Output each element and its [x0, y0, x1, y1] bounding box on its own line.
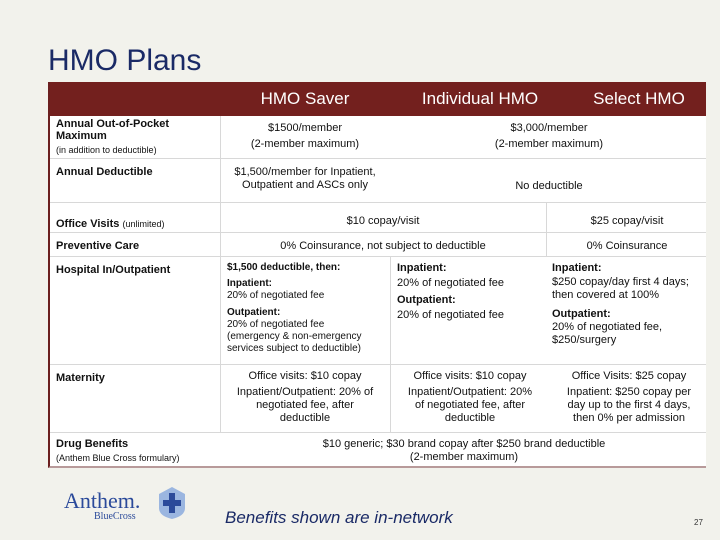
oop-individual-select: $3,000/member (2-member maximum) [494, 122, 604, 150]
maternity-select: Office Visits: $25 copay Inpatient: $250 copay per day up to the first 4 days, then 0% per admission [566, 370, 692, 424]
office-select: $25 copay/visit [590, 215, 664, 227]
preventive-select: 0% Coinsurance [586, 240, 668, 252]
row-label-maternity: Maternity [56, 372, 105, 384]
hospital-individual: Inpatient: 20% of negotiated fee Outpatient: 20% of negotiated fee [397, 262, 505, 321]
row-divider [50, 158, 706, 159]
row-divider [50, 232, 706, 233]
office-saver-individual: $10 copay/visit [346, 215, 420, 227]
row-divider [50, 432, 706, 433]
page-number: 27 [694, 518, 703, 527]
oop-saver: $1500/member (2-member maximum) [250, 122, 360, 150]
maternity-individual: Office visits: $10 copay Inpatient/Outpatient: 20% of negotiated fee, after deductible [407, 370, 533, 424]
row-label-hospital: Hospital In/Outpatient [56, 264, 171, 276]
plans-table [48, 82, 706, 468]
deductible-saver: $1,500/member for Inpatient, Outpatient and ASCs only [234, 166, 376, 191]
col-hmo-saver: HMO Saver [260, 89, 350, 108]
hospital-saver: $1,500 deductible, then: Inpatient: 20% of negotiated fee Outpatient: 20% of negotiated fee (emergency & non-emergency services subject to deductible) [227, 262, 362, 354]
row-divider [50, 364, 706, 365]
anthem-logo [64, 484, 204, 524]
row-label-office-visits: Office Visits (unlimited) [56, 218, 165, 230]
network-note: Benefits shown are in-network [225, 508, 453, 527]
logo-wordmark: Anthem. [64, 488, 141, 513]
row-label-oop: Annual Out-of-Pocket Maximum (in addition to deductible) [56, 118, 170, 155]
deductible-individual-select: No deductible [515, 180, 583, 192]
row-label-preventive: Preventive Care [56, 240, 140, 252]
table-header [50, 82, 706, 116]
hospital-select: Inpatient: $250 copay/day first 4 days; then covered at 100% Outpatient: 20% of negotiated fee, $250/surgery [552, 262, 689, 346]
row-label-deductible: Annual Deductible [56, 166, 153, 178]
blue-cross-icon [158, 486, 186, 520]
row-divider [50, 202, 706, 203]
maternity-saver: Office visits: $10 copay Inpatient/Outpatient: 20% of negotiated fee, after deductible [236, 370, 374, 424]
col-select-hmo: Select HMO [593, 89, 685, 108]
page-title: HMO Plans [48, 44, 202, 77]
row-divider [50, 256, 706, 257]
row-label-drug: Drug Benefits (Anthem Blue Cross formulary) [56, 438, 180, 463]
logo-subtext: BlueCross [94, 511, 136, 522]
drug-all-plans: $10 generic; $30 brand copay after $250 brand deductible (2-member maximum) [322, 438, 606, 463]
preventive-saver-individual: 0% Coinsurance, not subject to deductible [280, 240, 486, 252]
col-individual-hmo: Individual HMO [421, 89, 539, 108]
